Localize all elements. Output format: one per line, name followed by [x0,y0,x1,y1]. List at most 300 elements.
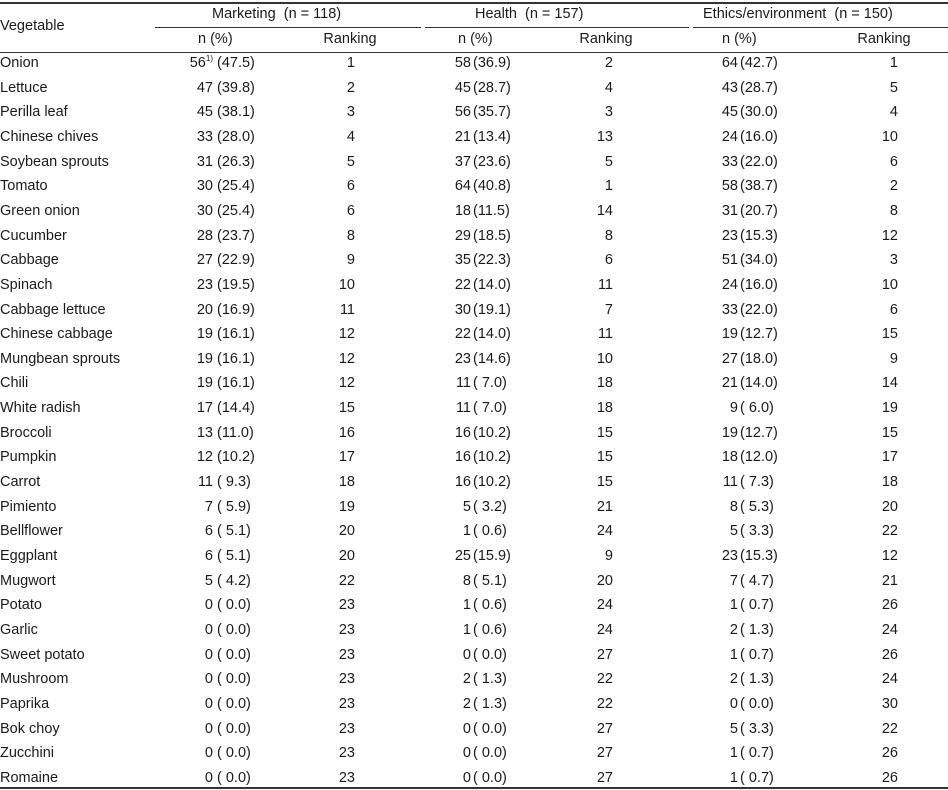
marketing-n-value: 0 [204,745,213,762]
vegetable-name [0,495,150,520]
ethics-pct-value: (16.0) [740,276,778,293]
marketing-n [150,593,213,618]
subheader-marketing-ranking: Ranking [323,31,377,47]
ethics-pct-value: ( 6.0) [740,400,774,417]
health-ranking [556,445,613,470]
health-n [420,396,471,421]
health-pct-value: ( 7.0) [473,400,507,417]
ethics-n [690,125,738,150]
marketing-pct-value: ( 5.1) [217,523,251,540]
marketing-n-value: 0 [204,597,213,614]
marketing-pct-value: (10.2) [217,449,255,466]
health-ranking [556,150,613,175]
ethics-n-value: 1 [729,769,738,786]
health-ranking [556,298,613,323]
health-n [420,248,471,273]
vegetable-name-value: Paprika [0,695,50,712]
marketing-ranking-value: 10 [338,276,355,293]
health-pct [473,519,533,544]
health-pct-value: (36.9) [473,55,511,71]
ethics-ranking-value: 5 [889,79,898,96]
marketing-ranking [300,396,355,421]
ethics-pct-value: (18.0) [740,350,778,367]
ethics-pct-value: (34.0) [740,252,778,269]
ethics-n-value: 43 [721,79,738,96]
vegetable-name-value: Mugwort [0,572,56,589]
ethics-pct-value: (22.0) [740,301,778,318]
vegetable-name [0,298,150,323]
health-pct-value: ( 0.6) [473,523,507,540]
health-pct [473,470,533,495]
marketing-n [150,273,213,298]
marketing-n [150,322,213,347]
ethics-n-value: 33 [721,301,738,318]
marketing-n [150,51,213,76]
marketing-pct-value: (39.8) [217,79,255,96]
marketing-ranking [300,470,355,495]
marketing-pct-value: (23.7) [217,227,255,244]
marketing-pct-value: (16.1) [217,326,255,343]
health-n-value: 8 [462,572,471,589]
marketing-ranking [300,692,355,717]
marketing-ranking [300,371,355,396]
ethics-n [690,495,738,520]
ethics-ranking [838,618,898,643]
vegetable-name-value: Pimiento [0,498,57,515]
health-ranking-value: 27 [596,769,613,786]
health-n-value: 1 [462,621,471,638]
ethics-pct [740,470,800,495]
health-ranking-value: 7 [604,301,613,318]
ethics-ranking [838,544,898,569]
health-n-value: 0 [462,646,471,663]
health-n [420,100,471,125]
health-pct [473,544,533,569]
health-ranking-value: 27 [596,646,613,663]
ethics-n [690,741,738,766]
subheader-health-n: n (%) [458,31,493,47]
marketing-n-value: 20 [196,301,213,318]
header-group-marketing: Marketing (n = 118) [212,6,342,22]
marketing-n-value: 47 [196,79,213,96]
ethics-pct-value: ( 4.7) [740,572,774,589]
health-pct [473,174,533,199]
marketing-pct [217,569,277,594]
vegetable-name-value: Pumpkin [0,449,57,466]
marketing-pct-value: (38.1) [217,104,255,121]
health-pct [473,717,533,742]
marketing-ranking-value: 4 [346,128,355,145]
marketing-n-value: 28 [196,227,213,244]
marketing-pct-value: (25.4) [217,178,255,195]
marketing-ranking-value: 23 [338,646,355,663]
vegetable-name-value: Romaine [0,769,59,786]
health-ranking [556,470,613,495]
marketing-ranking [300,248,355,273]
ethics-ranking-value: 21 [881,572,898,589]
ethics-ranking-value: 19 [881,400,898,417]
marketing-n-value: 0 [204,695,213,712]
health-n-value: 2 [462,695,471,712]
ethics-n [690,643,738,668]
health-pct [473,618,533,643]
vegetable-name-value: Cabbage lettuce [0,301,106,318]
ethics-pct-value: (14.0) [740,375,778,392]
ethics-n [690,150,738,175]
marketing-n-value: 27 [196,252,213,269]
health-pct [473,569,533,594]
ethics-n [690,199,738,224]
health-n-value: 0 [462,769,471,786]
health-n [420,544,471,569]
marketing-pct [217,445,277,470]
vegetable-name [0,51,150,76]
subheader-marketing-n: n (%) [198,31,233,47]
vegetable-name-value: Bok choy [0,720,60,737]
vegetable-name-value: Sweet potato [0,646,85,663]
ethics-pct [740,445,800,470]
health-pct [473,224,533,249]
marketing-pct [217,125,277,150]
ethics-pct [740,643,800,668]
marketing-n [150,692,213,717]
ethics-ranking [838,298,898,323]
header-group-health: Health (n = 157) [475,6,584,22]
ethics-n-value: 19 [721,326,738,343]
health-ranking [556,692,613,717]
marketing-ranking [300,593,355,618]
vegetable-name [0,692,150,717]
ethics-ranking-value: 9 [889,350,898,367]
marketing-n [150,248,213,273]
ethics-pct [740,174,800,199]
health-ranking-value: 24 [596,597,613,614]
health-ranking-value: 8 [604,227,613,244]
ethics-n-value: 8 [729,498,738,515]
health-pct-value: ( 0.0) [473,745,507,762]
marketing-pct [217,421,277,446]
marketing-n-value: 6 [204,523,213,540]
ethics-ranking [838,692,898,717]
marketing-ranking-value: 20 [338,548,355,564]
marketing-ranking-value: 23 [338,621,355,638]
health-pct-value: ( 7.0) [473,375,507,392]
ethics-n-value: 23 [721,548,738,564]
health-ranking [556,495,613,520]
vegetable-name [0,569,150,594]
marketing-n [150,470,213,495]
health-pct [473,396,533,421]
health-n [420,224,471,249]
ethics-ranking-value: 22 [881,720,898,737]
vegetable-name [0,174,150,199]
health-n [420,199,471,224]
marketing-ranking-value: 23 [338,720,355,737]
ethics-pct-value: ( 7.3) [740,474,774,491]
ethics-n-value: 1 [729,745,738,762]
ethics-pct [740,519,800,544]
vegetable-name [0,76,150,101]
marketing-ranking [300,273,355,298]
subheader-ethics-n: n (%) [722,31,757,47]
marketing-ranking [300,174,355,199]
marketing-pct [217,692,277,717]
marketing-pct [217,347,277,372]
health-n-value: 25 [454,548,471,564]
health-pct [473,273,533,298]
health-ranking-value: 27 [596,745,613,762]
marketing-ranking [300,667,355,692]
ethics-n [690,470,738,495]
ethics-pct-value: ( 0.7) [740,646,774,663]
ethics-n-value: 21 [721,375,738,392]
marketing-n-value: 0 [204,671,213,688]
health-ranking-value: 9 [604,548,613,564]
ethics-ranking [838,741,898,766]
marketing-pct [217,248,277,273]
health-ranking-value: 24 [596,621,613,638]
ethics-n-value: 24 [721,276,738,293]
marketing-ranking-value: 23 [338,745,355,762]
marketing-ranking [300,199,355,224]
health-pct-value: ( 0.6) [473,597,507,614]
ethics-n-value: 5 [729,720,738,737]
ethics-ranking-value: 12 [881,227,898,244]
ethics-ranking-value: 6 [889,153,898,170]
ethics-ranking [838,322,898,347]
ethics-pct [740,618,800,643]
marketing-n-value: 31 [196,153,213,170]
ethics-ranking [838,519,898,544]
health-ranking-value: 11 [597,276,613,293]
ethics-n-value: 33 [721,153,738,170]
health-n-value: 37 [454,153,471,170]
ethics-n [690,593,738,618]
marketing-ranking [300,445,355,470]
marketing-n [150,224,213,249]
vegetable-name-value: Tomato [0,178,48,195]
marketing-n [150,76,213,101]
marketing-pct-value: ( 0.0) [217,769,251,786]
health-pct [473,298,533,323]
ethics-pct [740,569,800,594]
vegetable-name-value: Green onion [0,202,80,219]
vegetable-name [0,470,150,495]
marketing-n [150,717,213,742]
health-ranking [556,347,613,372]
ethics-n [690,544,738,569]
marketing-ranking-value: 6 [346,178,355,195]
health-ranking [556,396,613,421]
health-pct-value: ( 0.6) [473,621,507,638]
marketing-ranking [300,421,355,446]
vegetable-name-value: Carrot [0,474,41,491]
subheader-health-ranking: Ranking [579,31,633,47]
marketing-n [150,667,213,692]
ethics-ranking-value: 1 [889,55,898,71]
marketing-pct-value: ( 4.2) [217,572,251,589]
marketing-pct [217,224,277,249]
health-ranking-value: 24 [596,523,613,540]
health-n [420,717,471,742]
marketing-pct-value: ( 0.0) [217,597,251,614]
health-n-value: 30 [454,301,471,318]
ethics-n-value: 0 [729,695,738,712]
health-n [420,150,471,175]
ethics-ranking-value: 15 [881,326,898,343]
health-ranking [556,273,613,298]
marketing-n [150,643,213,668]
ethics-n-value: 11 [722,474,738,491]
ethics-pct [740,76,800,101]
ethics-ranking-value: 6 [889,301,898,318]
marketing-ranking-value: 11 [339,301,355,318]
vegetable-name-value: Cabbage [0,252,59,269]
marketing-ranking [300,347,355,372]
marketing-ranking [300,125,355,150]
ethics-n [690,273,738,298]
marketing-ranking-value: 16 [338,424,355,441]
ethics-ranking-value: 26 [881,597,898,614]
health-pct-value: (35.7) [473,104,511,121]
ethics-pct-value: ( 1.3) [740,621,774,638]
vegetable-name-value: Mungbean sprouts [0,350,121,367]
ethics-n [690,667,738,692]
ethics-n-value: 31 [721,202,738,219]
ethics-n [690,248,738,273]
ethics-pct-value: (42.7) [740,55,778,71]
ethics-ranking [838,76,898,101]
ethics-n-value: 19 [721,424,738,441]
ethics-n [690,76,738,101]
vegetable-name-value: Potato [0,597,42,614]
ethics-ranking [838,174,898,199]
marketing-n-value: 17 [196,400,213,417]
marketing-pct [217,643,277,668]
marketing-pct [217,593,277,618]
health-pct-value: ( 0.0) [473,769,507,786]
marketing-n-value: 0 [204,646,213,663]
marketing-pct [217,544,277,569]
health-n [420,76,471,101]
marketing-pct-value: (19.5) [217,276,255,293]
marketing-pct [217,100,277,125]
health-n [420,347,471,372]
ethics-pct-value: ( 1.3) [740,671,774,688]
ethics-pct [740,717,800,742]
marketing-n [150,741,213,766]
ethics-pct [740,273,800,298]
health-pct [473,125,533,150]
ethics-ranking [838,273,898,298]
marketing-n-value: 33 [196,128,213,145]
health-ranking [556,741,613,766]
ethics-n-value: 18 [721,449,738,466]
ethics-n [690,717,738,742]
marketing-pct [217,667,277,692]
ethics-ranking [838,569,898,594]
ethics-n-value: 7 [729,572,738,589]
ethics-ranking-value: 24 [881,621,898,638]
health-ranking-value: 15 [596,449,613,466]
ethics-n [690,224,738,249]
vegetable-name [0,445,150,470]
ethics-pct [740,125,800,150]
health-ranking [556,421,613,446]
marketing-pct-value: ( 0.0) [217,720,251,737]
marketing-pct [217,741,277,766]
marketing-pct [217,51,277,76]
ethics-pct [740,741,800,766]
ethics-ranking [838,445,898,470]
ethics-ranking-value: 10 [881,276,898,293]
health-ranking [556,100,613,125]
health-pct-value: (14.0) [473,326,511,343]
ethics-ranking [838,224,898,249]
marketing-ranking [300,569,355,594]
marketing-pct-value: ( 0.0) [217,671,251,688]
vegetable-name [0,248,150,273]
marketing-pct [217,618,277,643]
health-ranking-value: 11 [597,326,613,343]
marketing-n [150,519,213,544]
ethics-ranking [838,199,898,224]
vegetable-name-value: Onion [0,55,39,71]
vegetable-name [0,519,150,544]
marketing-n-value: 7 [204,498,213,515]
marketing-pct-value: ( 5.9) [217,498,251,515]
ethics-pct-value: (12.7) [740,326,778,343]
health-ranking-value: 22 [596,695,613,712]
health-ranking [556,371,613,396]
ethics-pct-value: ( 0.7) [740,745,774,762]
marketing-pct-value: ( 0.0) [217,745,251,762]
health-n [420,298,471,323]
ethics-pct [740,371,800,396]
marketing-n [150,445,213,470]
health-pct-value: (10.2) [473,449,511,466]
ethics-pct [740,100,800,125]
marketing-ranking-value: 17 [338,449,355,466]
ethics-ranking [838,371,898,396]
marketing-pct-value: (25.4) [217,202,255,219]
health-ranking-value: 15 [596,424,613,441]
ethics-ranking [838,125,898,150]
ethics-n-value: 64 [721,55,738,71]
ethics-n [690,519,738,544]
vegetable-name [0,544,150,569]
marketing-ranking [300,150,355,175]
ethics-n-value: 5 [729,523,738,540]
ethics-pct [740,593,800,618]
health-pct [473,667,533,692]
ethics-ranking-value: 4 [889,104,898,121]
marketing-n-value: 30 [196,202,213,219]
ethics-ranking-value: 22 [881,523,898,540]
ethics-ranking-value: 10 [881,128,898,145]
ethics-pct-value: (22.0) [740,153,778,170]
marketing-ranking [300,618,355,643]
health-pct-value: (28.7) [473,79,511,96]
ethics-n [690,692,738,717]
ethics-n [690,396,738,421]
vegetable-name [0,667,150,692]
vegetable-name [0,643,150,668]
marketing-n-value: 5 [204,572,213,589]
marketing-ranking-value: 12 [338,350,355,367]
marketing-pct [217,76,277,101]
ethics-pct [740,421,800,446]
